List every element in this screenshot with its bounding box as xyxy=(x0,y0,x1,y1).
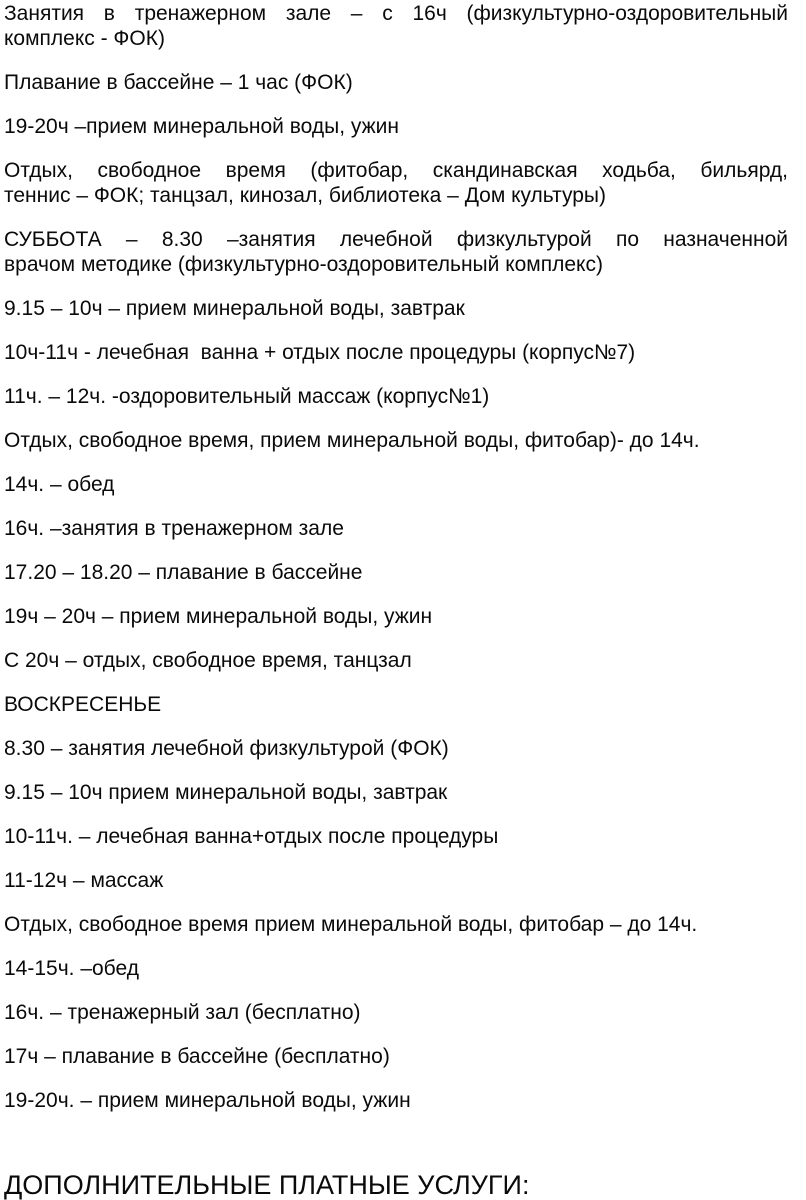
schedule-paragraph xyxy=(4,384,788,409)
schedule-paragraph xyxy=(4,1044,788,1069)
text-line: Отдых, свободное время прием минеральной воды, фитобар – до 14ч. xyxy=(4,913,698,936)
text-line: комплекс - ФОК) xyxy=(4,27,165,50)
text-line: 10ч-11ч - лечебная ванна + отдых после процедуры (корпус№7) xyxy=(4,341,636,364)
schedule-paragraph xyxy=(4,692,788,717)
text-line: ДОПОЛНИТЕЛЬНЫЕ ПЛАТНЫЕ УСЛУГИ: xyxy=(4,1170,530,1200)
text-line: 19-20ч –прием минеральной воды, ужин xyxy=(4,115,400,138)
schedule-paragraph xyxy=(4,70,788,95)
schedule-paragraph xyxy=(4,428,788,453)
text-line: 9.15 – 10ч прием минеральной воды, завтрак xyxy=(4,781,448,804)
schedule-paragraph xyxy=(4,472,788,497)
schedule-paragraph xyxy=(4,516,788,541)
schedule-paragraph xyxy=(4,604,788,629)
schedule-paragraph xyxy=(4,956,788,981)
text-line: 9.15 – 10ч – прием минеральной воды, завтрак xyxy=(4,297,465,320)
schedule-paragraph xyxy=(4,158,788,208)
text-line: 10-11ч. – лечебная ванна+отдых после процедуры xyxy=(4,825,499,848)
schedule-paragraph xyxy=(4,340,788,365)
schedule-paragraph xyxy=(4,114,788,139)
schedule-paragraph xyxy=(4,296,788,321)
schedule-paragraph xyxy=(4,824,788,849)
schedule-paragraph xyxy=(4,780,788,805)
text-line: 11ч. – 12ч. -оздоровительный массаж (корпус№1) xyxy=(4,385,490,408)
schedule-paragraph xyxy=(4,648,788,673)
schedule-paragraph xyxy=(4,868,788,893)
text-line: 11-12ч – массаж xyxy=(4,869,164,892)
text-line: 17ч – плавание в бассейне (бесплатно) xyxy=(4,1045,390,1068)
text-line: Отдых, свободное время (фитобар, скандинавская ходьба, бильярд, xyxy=(4,159,788,182)
text-line: 19ч – 20ч – прием минеральной воды, ужин xyxy=(4,605,433,628)
text-line: ВОСКРЕСЕНЬЕ xyxy=(4,693,162,716)
text-line: 14ч. – обед xyxy=(4,473,115,496)
section-heading xyxy=(4,1132,788,1200)
text-line: Отдых, свободное время, прием минеральной воды, фитобар)- до 14ч. xyxy=(4,429,700,452)
text-line: 8.30 – занятия лечебной физкультурой (ФОК) xyxy=(4,737,449,760)
text-line: 16ч. –занятия в тренажерном зале xyxy=(4,517,344,540)
schedule-paragraph xyxy=(4,1088,788,1113)
schedule-paragraph xyxy=(4,227,788,277)
schedule-paragraph xyxy=(4,912,788,937)
text-line: С 20ч – отдых, свободное время, танцзал xyxy=(4,649,412,672)
text-line: СУББОТА – 8.30 –занятия лечебной физкультурой по назначенной xyxy=(4,228,788,251)
schedule-paragraph xyxy=(4,560,788,585)
text-line: 14-15ч. –обед xyxy=(4,957,139,980)
text-line: 19-20ч. – прием минеральной воды, ужин xyxy=(4,1089,411,1112)
text-line: врачом методике (физкультурно-оздоровительный комплекс) xyxy=(4,253,603,276)
text-line: 17.20 – 18.20 – плавание в бассейне xyxy=(4,561,363,584)
schedule-paragraph xyxy=(4,736,788,761)
schedule-paragraph xyxy=(4,1000,788,1025)
text-line: Занятия в тренажерном зале – с 16ч (физкультурно-оздоровительный xyxy=(4,2,788,25)
schedule-paragraph xyxy=(4,1,788,51)
text-line: Плавание в бассейне – 1 час (ФОК) xyxy=(4,71,353,94)
text-line: теннис – ФОК; танцзал, кинозал, библиотека – Дом культуры) xyxy=(4,184,606,207)
text-line: 16ч. – тренажерный зал (бесплатно) xyxy=(4,1001,361,1024)
